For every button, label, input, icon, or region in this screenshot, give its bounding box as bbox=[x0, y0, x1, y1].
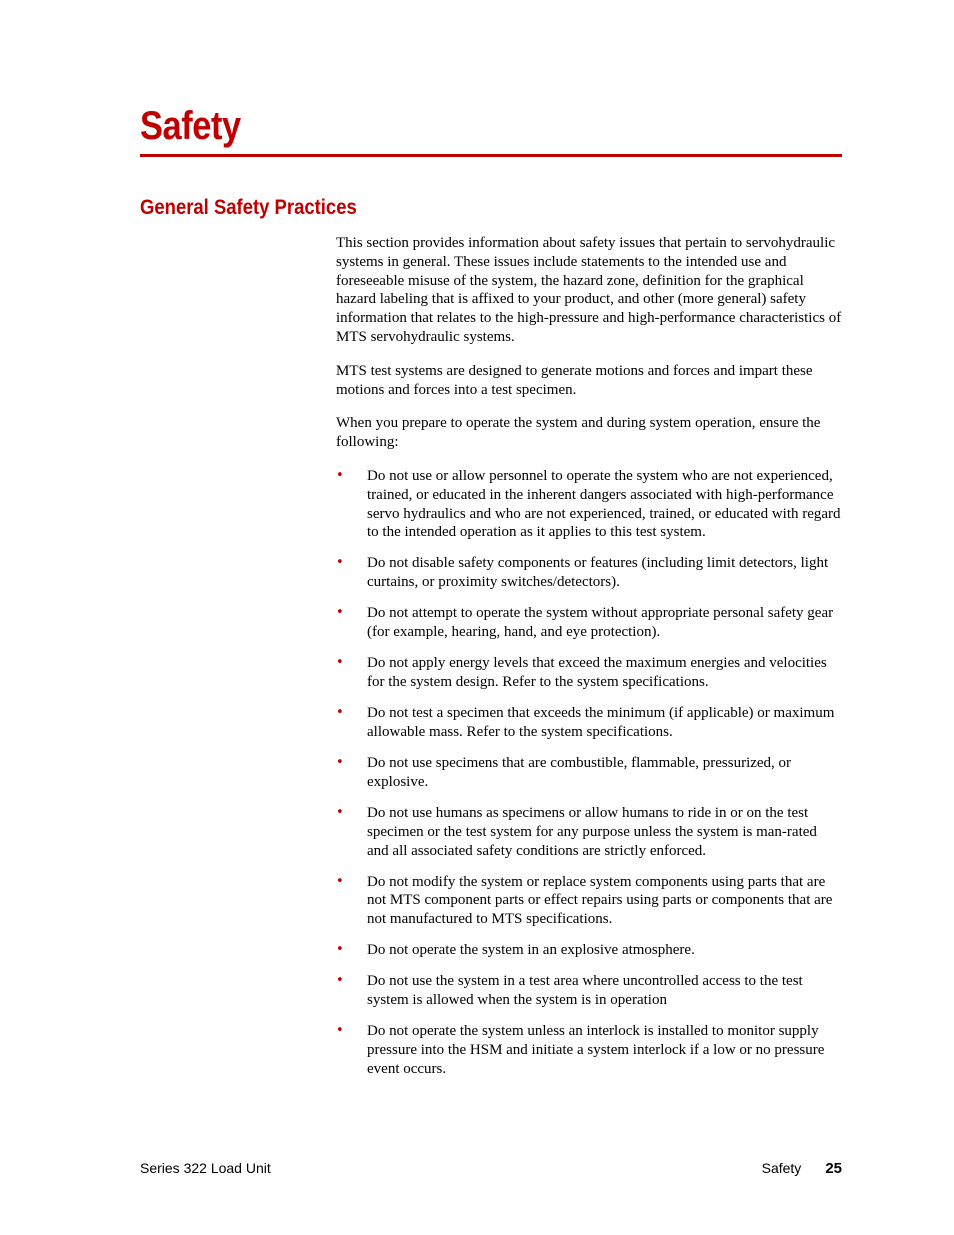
list-item bbox=[336, 704, 842, 742]
intro-paragraph: This section provides information about safety issues that pertain to servohydraulic systems in general. These issues include statements to the intended use and foreseeable misuse of the system, the hazard zone, definition for the graphical hazard labeling that is affixed to your product, and other (more general) safety information that relates to the high-pressure and high-performance characteristics of MTS servohydraulic systems. bbox=[336, 235, 842, 345]
purpose-paragraph: MTS test systems are designed to generate motions and forces and impart these motions and forces into a test specimen. bbox=[336, 362, 813, 398]
list-item-text: Do not use humans as specimens or allow humans to ride in or on the test specimen or the test system for any purpose unless the system is man-rated and all associated safety conditions are strictly enforced. bbox=[367, 804, 817, 859]
list-item bbox=[336, 654, 842, 692]
footer-right bbox=[762, 1158, 842, 1179]
section-heading: General Safety Practices bbox=[140, 196, 357, 219]
list-item-text: Do not apply energy levels that exceed the maximum energies and velocities for the system design. Refer to the system specifications. bbox=[367, 655, 827, 691]
title-rule bbox=[140, 154, 842, 157]
list-item bbox=[336, 972, 842, 1010]
list-item-text: Do not operate the system unless an interlock is installed to monitor supply pressure into the HSM and initiate a system interlock if a low or no pressure event occurs. bbox=[367, 1023, 825, 1077]
page-footer bbox=[140, 1158, 842, 1178]
bullet-icon: • bbox=[336, 942, 344, 958]
body-column bbox=[336, 234, 842, 1091]
bullet-icon: • bbox=[336, 1023, 344, 1039]
bullet-icon: • bbox=[336, 467, 344, 483]
list-item bbox=[336, 754, 842, 792]
list-item-text: Do not use or allow personnel to operate the system who are not experienced, trained, or educated in the inherent dangers associated with high-performance servo hydraulics and who are not experienced, trained, or educated with regard to the intended operation as it applies to this test system. bbox=[367, 467, 841, 541]
list-item-text: Do not modify the system or replace system components using parts that are not MTS component parts or effect repairs using parts or components that are not manufactured to MTS specifications. bbox=[367, 873, 833, 928]
list-item-text: Do not use the system in a test area where uncontrolled access to the test system is allowed when the system is in operation bbox=[367, 973, 803, 1009]
list-item bbox=[336, 554, 842, 592]
bullet-icon: • bbox=[336, 755, 344, 771]
list-item bbox=[336, 604, 842, 642]
list-item-text: Do not use specimens that are combustible, flammable, pressurized, or explosive. bbox=[367, 755, 792, 790]
bullet-icon: • bbox=[336, 655, 344, 671]
list-item-text: Do not disable safety components or features (including limit detectors, light curtains, or proximity switches/detectors). bbox=[367, 555, 829, 591]
bullet-icon: • bbox=[336, 705, 344, 721]
chapter-title: Safety bbox=[140, 104, 241, 148]
footer-product-name: Series 322 Load Unit bbox=[140, 1160, 271, 1176]
list-item bbox=[336, 873, 842, 929]
bullet-icon: • bbox=[336, 555, 344, 571]
bullet-icon: • bbox=[336, 873, 344, 889]
list-item bbox=[336, 804, 842, 860]
bullet-icon: • bbox=[336, 804, 344, 820]
list-item-text: Do not test a specimen that exceeds the minimum (if applicable) or maximum allowable mass. Refer to the system specifications. bbox=[367, 705, 835, 740]
list-item bbox=[336, 1022, 842, 1078]
ensure-paragraph: When you prepare to operate the system and during system operation, ensure the following: bbox=[336, 415, 821, 451]
footer-section-name: Safety bbox=[761, 1160, 802, 1176]
list-item bbox=[336, 467, 842, 542]
page-number: 25 bbox=[825, 1160, 842, 1177]
bullet-icon: • bbox=[336, 973, 344, 989]
bullet-icon: • bbox=[336, 605, 344, 621]
list-item-text: Do not attempt to operate the system without appropriate personal safety gear (for example, hearing, hand, and eye protection). bbox=[367, 605, 834, 641]
safety-bullet-list bbox=[336, 467, 842, 1079]
list-item-text: Do not operate the system in an explosive atmosphere. bbox=[367, 942, 695, 959]
list-item bbox=[336, 941, 842, 960]
